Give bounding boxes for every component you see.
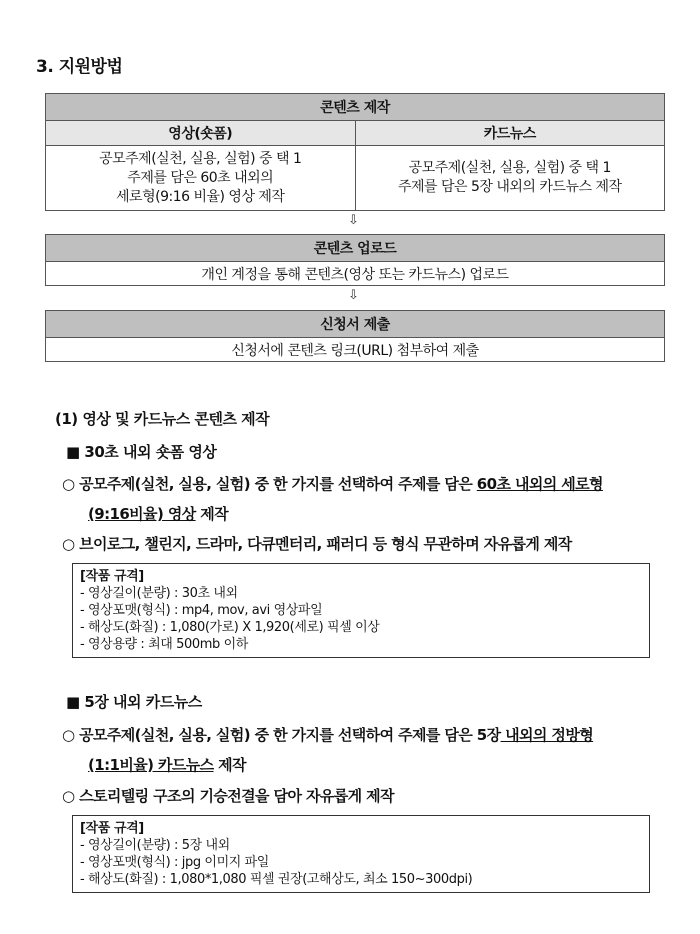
section-heading: 3. 지원방법 xyxy=(36,57,123,77)
cardnews-line-1-text: ○ 공모주제(실천, 실용, 실험) 중 한 가지를 선택하여 주제를 담은 5장 xyxy=(62,726,501,744)
cardnews-line-1-underlined: 내외의 정방형 xyxy=(500,726,594,744)
video-line-2 xyxy=(88,503,228,524)
video-spec-title: [작품 규격] xyxy=(80,569,144,584)
down-arrow-icon: ⇩ xyxy=(348,288,359,303)
content-production-table xyxy=(45,93,665,211)
cardnews-line-3: ○ 스토리텔링 구조의 기승전결을 담아 자유롭게 제작 xyxy=(62,787,394,805)
cardnews-spec-item: - 영상포맷(형식) : jpg 이미지 파일 xyxy=(80,855,269,870)
video-spec-item: - 영상길이(분량) : 30초 내외 xyxy=(80,586,238,601)
upload-title: 콘텐츠 업로드 xyxy=(46,235,665,262)
video-line-2-underlined: (9:16비율) 영상 xyxy=(88,505,196,523)
cardnews-description xyxy=(355,146,665,211)
video-spec-item: - 해상도(화질) : 1,080(가로) X 1,920(세로) 픽셀 이상 xyxy=(80,620,380,635)
cardnews-spec-title: [작품 규격] xyxy=(80,821,144,836)
video-column-header: 영상(숏폼) xyxy=(46,121,356,146)
subsection-title: (1) 영상 및 카드뉴스 콘텐츠 제작 xyxy=(55,410,270,428)
cardnews-line-1 xyxy=(62,724,593,745)
video-spec-item: - 영상용량 : 최대 500mb 이하 xyxy=(80,637,248,652)
cardnews-spec-item: - 영상길이(분량) : 5장 내외 xyxy=(80,838,230,853)
video-description xyxy=(46,146,356,211)
cardnews-line-2-text: 제작 xyxy=(213,756,246,774)
video-desc-line: 공모주제(실천, 실용, 실험) 중 택 1 xyxy=(99,150,302,167)
cardnews-heading: ■ 5장 내외 카드뉴스 xyxy=(66,693,202,711)
video-line-3: ○ 브이로그, 챌린지, 드라마, 다큐멘터리, 패러디 등 형식 무관하며 자유롭게 제작 xyxy=(62,535,572,553)
down-arrow-icon: ⇩ xyxy=(348,213,359,228)
cardnews-line-2-underlined: (1:1비율) 카드뉴스 xyxy=(88,756,214,774)
video-line-1-underlined: 60초 내외의 세로형 xyxy=(476,475,603,493)
cardnews-column-header: 카드뉴스 xyxy=(355,121,665,146)
upload-table xyxy=(45,234,665,286)
content-production-title: 콘텐츠 제작 xyxy=(46,94,665,121)
video-desc-line: 주제를 담은 60초 내외의 xyxy=(127,169,274,186)
submit-title: 신청서 제출 xyxy=(46,311,665,338)
cardnews-line-2 xyxy=(88,754,246,775)
cardnews-desc-line: 공모주제(실천, 실용, 실험) 중 택 1 xyxy=(408,160,611,176)
video-spec-box xyxy=(72,563,650,658)
cardnews-spec-box xyxy=(72,815,650,893)
cardnews-spec-item: - 해상도(화질) : 1,080*1,080 픽셀 권장(고해상도, 최소 150~300dpi) xyxy=(80,872,473,887)
video-line-2-text: 제작 xyxy=(195,505,229,523)
video-spec-item: - 영상포맷(형식) : mp4, mov, avi 영상파일 xyxy=(80,603,323,618)
submit-table xyxy=(45,310,665,362)
cardnews-desc-line: 주제를 담은 5장 내외의 카드뉴스 제작 xyxy=(397,179,622,195)
video-heading: ■ 30초 내외 숏폼 영상 xyxy=(66,443,217,461)
upload-description: 개인 계정을 통해 콘텐츠(영상 또는 카드뉴스) 업로드 xyxy=(46,262,665,286)
video-line-1-text: ○ 공모주제(실천, 실용, 실험) 중 한 가지를 선택하여 주제를 담은 xyxy=(62,475,477,493)
video-line-1 xyxy=(62,473,603,494)
video-desc-line: 세로형(9:16 비율) 영상 제작 xyxy=(116,188,285,205)
submit-description: 신청서에 콘텐츠 링크(URL) 첨부하여 제출 xyxy=(46,338,665,362)
